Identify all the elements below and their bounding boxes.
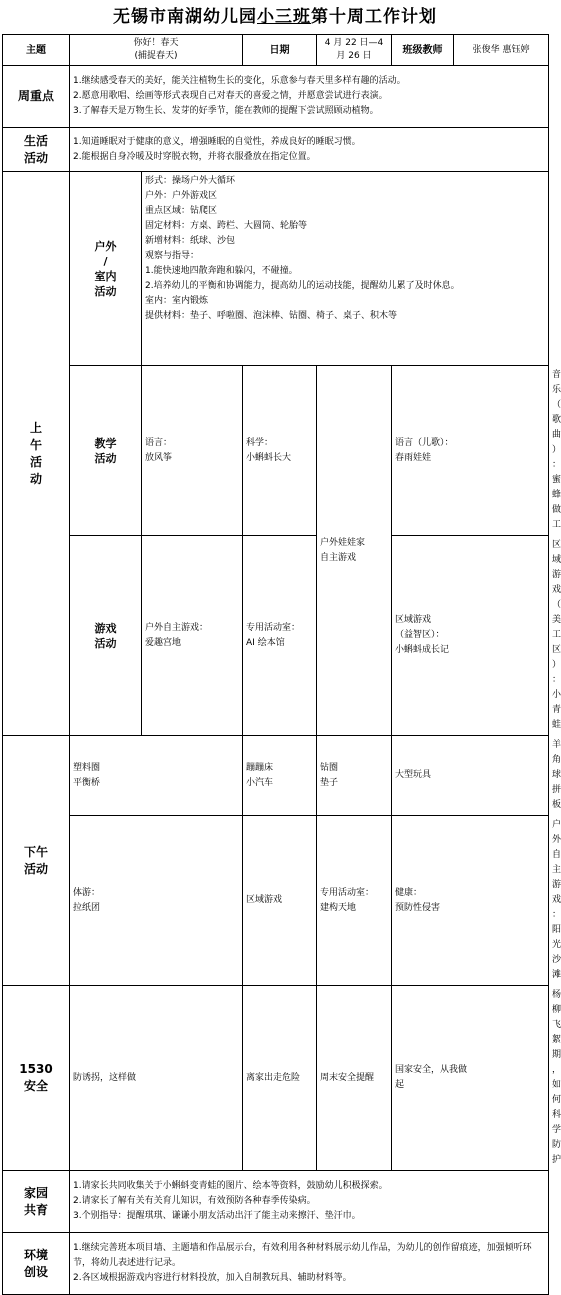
life-content: 1.知道睡眠对于健康的意义，增强睡眠的自觉性，养成良好的睡眠习惯。 2.能根据自身冷暖及时穿脱衣物，并将衣服叠放在指定位置。 bbox=[70, 128, 549, 172]
afternoon-r1-mon: 塑料圈 平衡桥 bbox=[70, 736, 243, 816]
teaching-tue: 科学： 小蝌蚪长大 bbox=[243, 366, 317, 536]
date-value: 4 月 22 日—4 月 26 日 bbox=[317, 35, 392, 66]
morning-label: 上 午 活 动 bbox=[3, 172, 70, 736]
life-row bbox=[3, 128, 549, 172]
game-row: 游戏 活动 户外自主游戏： 爱趣宫地 专用活动室： AI 绘本馆 区域游戏 （益智区）： 小蝌蚪成长记 区域游戏 （美工区）： 小青蛙 bbox=[3, 536, 549, 736]
safety-label: 1530 安全 bbox=[3, 986, 70, 1171]
title-prefix: 无锡市南湖幼儿园 bbox=[113, 7, 257, 27]
safety-mon: 防诱拐，这样做 bbox=[70, 986, 243, 1171]
theme-label: 主题 bbox=[3, 35, 70, 66]
title-suffix: 第十周工作计划 bbox=[311, 7, 437, 27]
env-label: 环境 创设 bbox=[3, 1233, 70, 1295]
home-row bbox=[3, 1171, 549, 1233]
home-content: 1.请家长共同收集关于小蝌蚪变青蛙的图片、绘本等资料，鼓励幼儿积极探索。 2.请家长了解有关有关育儿知识，有效预防各种春季传染病。 3.个别指导：提醒琪琪、谦谦小朋友活动出汗了能主动来擦汗、垫汗巾。 bbox=[70, 1171, 549, 1233]
afternoon-row-2: 体游： 拉纸团 区域游戏 专用活动室： 建构天地 健康： 预防性侵害 户外自主游戏： 阳光沙滩 bbox=[3, 816, 549, 986]
env-row bbox=[3, 1233, 549, 1295]
safety-thu: 国家安全，从我做 起 bbox=[392, 986, 549, 1171]
afternoon-r2-tue: 区域游戏 bbox=[243, 816, 317, 986]
teacher-label: 班级教师 bbox=[392, 35, 454, 66]
game-tue: 专用活动室： AI 绘本馆 bbox=[243, 536, 317, 736]
date-label: 日期 bbox=[243, 35, 317, 66]
safety-tue: 离家出走危险 bbox=[243, 986, 317, 1171]
week-focus-label: 周重点 bbox=[3, 66, 70, 128]
teaching-mon: 语言： 放风筝 bbox=[142, 366, 243, 536]
teaching-thu: 语言（儿歌）： 春雨娃娃 bbox=[392, 366, 549, 536]
afternoon-r1-thu: 大型玩具 bbox=[392, 736, 549, 816]
afternoon-row-1: 下午 活动 塑料圈 平衡桥 蹦蹦床 小汽车 钻圈 垫子 大型玩具 羊角球 拼板 bbox=[3, 736, 549, 816]
teaching-row: 教学 活动 语言： 放风筝 科学： 小蝌蚪长大 户外娃娃家 自主游戏 语言（儿歌）： 春雨娃娃 音乐（歌曲）： 蜜蜂做工 bbox=[3, 366, 549, 536]
morning-outdoor-row bbox=[3, 172, 549, 366]
weekly-plan-table bbox=[2, 34, 561, 1295]
afternoon-r2-wed: 专用活动室： 建构天地 bbox=[317, 816, 392, 986]
theme-value: 你好！春天 (捕捉春天) bbox=[70, 35, 243, 66]
safety-wed: 周末安全提醒 bbox=[317, 986, 392, 1171]
week-focus-content: 1.继续感受春天的美好，能关注植物生长的变化，乐意参与春天里多样有趣的活动。 2.愿意用歌唱、绘画等形式表现自己对春天的喜爱之情，并愿意尝试进行表演。 3.了解春天是万物生长、发芽的好季节，能在教师的提醒下尝试照顾动植物。 bbox=[70, 66, 549, 128]
env-content: 1.继续完善班本项目墙、主题墙和作品展示台，有效利用各种材料展示幼儿作品，为幼儿的创作留痕迹，加强倾听环节，将幼儿表述进行记录。 2.各区域根据游戏内容进行材料投放，加入自制教玩具、辅助材料等。 bbox=[70, 1233, 549, 1295]
game-mon: 户外自主游戏： 爱趣宫地 bbox=[142, 536, 243, 736]
afternoon-label: 下午 活动 bbox=[3, 736, 70, 986]
safety-row: 1530 安全 防诱拐，这样做 离家出走危险 周末安全提醒 国家安全，从我做 起 杨柳飞絮期，如何 科学防护 bbox=[3, 986, 549, 1171]
teacher-value: 张俊华 惠钰婷 bbox=[454, 35, 549, 66]
outdoor-label: 户外 / 室内 活动 bbox=[70, 172, 142, 366]
afternoon-r2-thu: 健康： 预防性侵害 bbox=[392, 816, 549, 986]
afternoon-r2-mon: 体游： 拉纸团 bbox=[70, 816, 243, 986]
header-row bbox=[3, 35, 549, 66]
week-focus-row bbox=[3, 66, 549, 128]
wed-merged: 户外娃娃家 自主游戏 bbox=[317, 366, 392, 736]
teaching-label: 教学 活动 bbox=[70, 366, 142, 536]
page-title bbox=[0, 0, 550, 34]
game-thu: 区域游戏 （益智区）： 小蝌蚪成长记 bbox=[392, 536, 549, 736]
afternoon-r1-tue: 蹦蹦床 小汽车 bbox=[243, 736, 317, 816]
life-label: 生活 活动 bbox=[3, 128, 70, 172]
home-label: 家园 共育 bbox=[3, 1171, 70, 1233]
afternoon-r1-wed: 钻圈 垫子 bbox=[317, 736, 392, 816]
game-label: 游戏 活动 bbox=[70, 536, 142, 736]
outdoor-content: 形式：操场户外大循环 户外：户外游戏区 重点区域：钻爬区 固定材料：方桌、跨栏、大圆筒、轮胎等 新增材料：纸球、沙包 观察与指导： 1.能快速地四散奔跑和躲闪，不碰撞。 2.培养幼儿的平衡和协调能力，提高幼儿的运动技能，提醒幼儿累了及时休息。 室内：室内锻炼 提供材料：垫子、呼啦圈、泡沫棒、钻圈、椅子、桌子、积木等 bbox=[142, 172, 549, 366]
title-class: 小三班 bbox=[257, 7, 311, 27]
